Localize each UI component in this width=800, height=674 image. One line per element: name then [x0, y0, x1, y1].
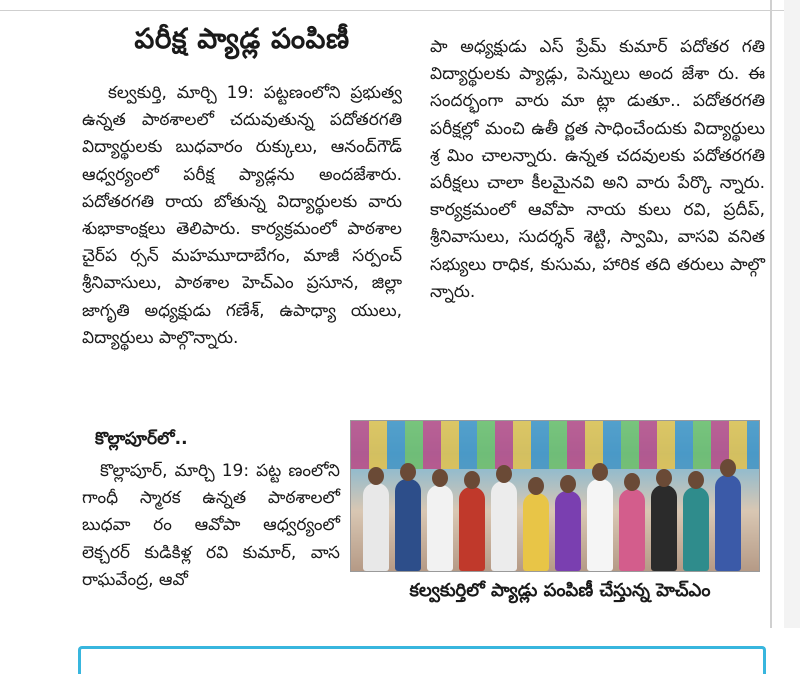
photo-head: [720, 459, 736, 477]
photo-head: [688, 471, 704, 489]
photo-head: [432, 469, 448, 487]
photo-person: [427, 485, 453, 571]
photo-person: [491, 481, 517, 571]
previous-article-edge: [0, 0, 800, 11]
event-photo: [350, 420, 760, 572]
photo-head: [368, 467, 384, 485]
article-column-2: పా అధ్యక్షుడు ఎస్ ప్రేమ్ కుమార్ పదోతర గతి విద్యార్థులకు ప్యాడ్లు, పెన్నులు అంద జేశా రు. ఈ సందర్భంగా వారు మా ట్లా డుతూ.. పదోతరగతి పరీక్షల్లో మంచి ఉతీ ర్ణత సాధించేందుకు విద్యార్థులు శ్ర మిం చాలన్నారు. ఉన్నత చదవులకు పదోతరగతి పరీక్షలు చాలా కీలమైనవి అని వారు పేర్కొ న్నారు. కార్యక్రమంలో ఆవోపా నాయ కులు రవి, ప్రదీప్, శ్రీనివాసులు, సుదర్శన్ శెట్టి, స్వామి, వాసవి వనిత సభ్యులు రాధిక, కుసుమ, హారిక తది తరులు పాల్గొ న్నారు.: [430, 37, 765, 302]
photo-person: [555, 491, 581, 571]
photo-person: [683, 487, 709, 571]
photo-head: [592, 463, 608, 481]
headline: పరీక్ష ప్యాడ్ల పంపిణీ: [134, 22, 350, 55]
photo-person: [459, 487, 485, 571]
photo-head: [656, 469, 672, 487]
photo-person: [651, 485, 677, 571]
photo-person: [619, 489, 645, 571]
photo-head: [496, 465, 512, 483]
photo-person: [587, 479, 613, 571]
subheading-kollapur: కొల్లాపూర్‌లో..: [95, 429, 188, 449]
photo-person: [363, 483, 389, 571]
adjacent-page-edge: [784, 0, 800, 628]
photo-head: [560, 475, 576, 493]
photo-head: [464, 471, 480, 489]
photo-head: [624, 473, 640, 491]
next-article-box: [78, 646, 766, 674]
article-column-3: కొల్లాపూర్, మార్చి 19: పట్ట ణంలోని గాంధీ స్మారక ఉన్నత పాఠశాలలో బుధవా రం ఆవోపా ఆధ్వర్యంలో లెక్చరర్ కుడికిళ్ల రవి కుమార్, వాస రాఘవేంద్ర, ఆవో: [82, 461, 340, 590]
photo-banner: [351, 421, 759, 469]
article-column-1: కల్వకుర్తి, మార్చి 19: పట్టణంలోని ప్రభుత్వ ఉన్నత పాఠశాలలో చదువుతున్న పదోతరగతి విద్యార్థులకు బుధవారం రుక్కులు, ఆనంద్‌గౌడ్ ఆధ్వర్యంలో పరీక్ష ప్యాడ్లను అందజేశారు. పదోతరగతి రాయ బోతున్న విద్యార్థులకు వారు శుభాకాంక్షలు తెలిపారు. కార్యక్రమంలో పాఠశాల చైర్‌ప ర్సన్ మహమూదాబేగం, మాజీ సర్పంచ్ శ్రీనివాసులు, పాఠశాల హెచ్‌ఎం ప్రసూన, జిల్లా జాగృతి అధ్యక్షుడు గణేశ్, ఉపాధ్యా యులు, విద్యార్థులు పాల్గొన్నారు.: [82, 83, 402, 348]
photo-head: [528, 477, 544, 495]
photo-person: [395, 479, 421, 571]
photo-head: [400, 463, 416, 481]
column-rule: [770, 0, 772, 628]
photo-person: [523, 493, 549, 571]
photo-person: [715, 475, 741, 571]
photo-caption: కల్వకుర్తిలో ప్యాడ్లు పంపిణీ చేస్తున్న హెచ్‌ఎం: [409, 580, 711, 601]
